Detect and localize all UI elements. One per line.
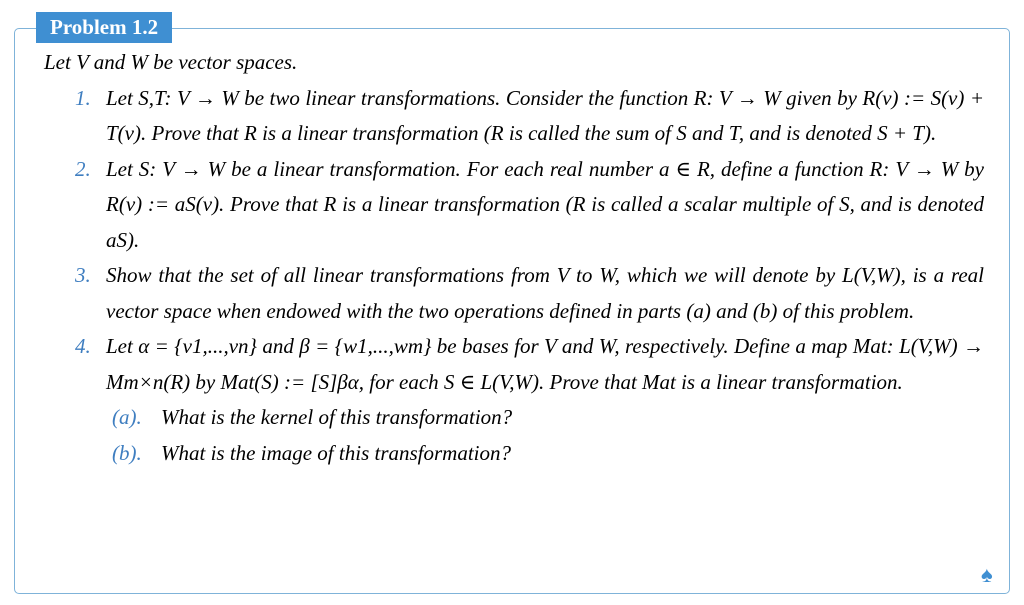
item-text: Let α = {v1,...,vn} and β = {w1,...,wm} be bases for V and W, respectively. Define a map Mat: L(V,W) → Mm×n(R) by Mat(S) := [S]βα, for each S ∈ L(V,W). Prove that Mat is a linear transformation. — [106, 334, 984, 394]
sub-item — [44, 436, 984, 472]
item-text: Let S,T: V → W be two linear transformations. Consider the function R: V → W given by R(v) := S(v) + T(v). Prove that R is a linear transformation (R is called the sum of S and T, and is denoted S + T). — [106, 85, 984, 145]
sub-item-text: What is the image of this transformation? — [161, 440, 512, 465]
item-number: 1. — [75, 85, 91, 110]
list-item — [44, 258, 984, 329]
item-number: 4. — [75, 334, 91, 358]
sub-item-label: (a). — [112, 405, 142, 429]
list-item — [44, 152, 984, 259]
sub-item — [44, 400, 984, 436]
sub-item-label: (b). — [112, 440, 142, 465]
problem-label: Problem 1.2 — [36, 12, 172, 43]
item-number: 3. — [75, 263, 91, 287]
item-number: 2. — [75, 156, 91, 181]
sub-item-text: What is the kernel of this transformation? — [161, 405, 513, 429]
list-item — [44, 329, 984, 400]
problem-content — [44, 45, 984, 471]
list-item — [44, 81, 984, 152]
item-text: Let S: V → W be a linear transformation. For each real number a ∈ R, define a function R: V → W by R(v) := aS(v). Prove that R is a linear transformation (R is called a scalar multiple of S, and is denoted aS). — [106, 156, 984, 252]
end-of-problem-icon: ♠ — [981, 562, 993, 587]
item-text: Show that the set of all linear transformations from V to W, which we will denote by L(V,W), is a real vector space when endowed with the two operations defined in parts (a) and (b) of this problem. — [106, 263, 984, 323]
problem-intro: Let V and W be vector spaces. — [44, 50, 298, 74]
